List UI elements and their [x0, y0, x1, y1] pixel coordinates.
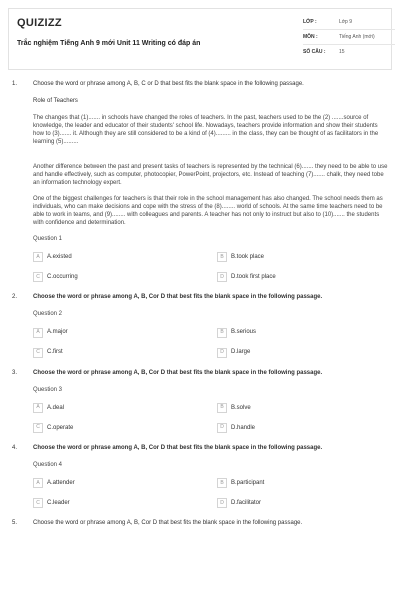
- question-5: [12, 519, 388, 527]
- question-3: [12, 369, 388, 434]
- option-letter: B: [217, 403, 227, 413]
- option-b[interactable]: [217, 402, 400, 414]
- option-letter: B: [217, 252, 227, 262]
- option-c[interactable]: [33, 497, 217, 509]
- passage-title: Role of Teachers: [33, 98, 78, 105]
- option-text: C.first: [47, 349, 63, 356]
- option-text: B.participant: [231, 479, 265, 486]
- option-c[interactable]: [33, 422, 217, 434]
- passage-paragraph: Another difference between the past and present tasks of teachers is represented by the technical (6)....... they need to be able to use and handle effectively, such as computer, photocopier, PowerPoint, projectors, etc. Instead of teaching (7)....... chalk, they need tobe an information technology expert.: [33, 163, 388, 186]
- question-number: 3.: [12, 369, 18, 376]
- answer-options: [33, 402, 388, 434]
- option-b[interactable]: [217, 477, 400, 489]
- questions-list: [12, 80, 388, 536]
- question-label: Question 2: [33, 311, 63, 318]
- meta-value: Tiếng Anh (mới): [339, 33, 375, 40]
- option-letter: C: [33, 348, 43, 358]
- option-letter: C: [33, 423, 43, 433]
- option-d[interactable]: [217, 422, 400, 434]
- option-text: B.solve: [231, 404, 251, 411]
- question-label: Question 4: [33, 461, 63, 468]
- option-a[interactable]: [33, 251, 217, 263]
- answer-options: [33, 251, 388, 283]
- option-c[interactable]: [33, 347, 217, 359]
- option-text: B.took place: [231, 254, 265, 261]
- option-b[interactable]: [217, 327, 400, 339]
- option-d[interactable]: [217, 271, 400, 283]
- option-b[interactable]: [217, 251, 400, 263]
- option-text: B.serious: [231, 329, 257, 336]
- meta-row-class: [303, 15, 395, 30]
- question-4: [12, 444, 388, 509]
- option-letter: C: [33, 272, 43, 282]
- option-text: C.operate: [47, 424, 74, 431]
- meta-label: MÔN :: [303, 33, 318, 40]
- option-text: D.large: [231, 349, 251, 356]
- question-1: [12, 80, 388, 283]
- answer-options: [33, 477, 388, 509]
- question-label: Question 1: [33, 236, 63, 243]
- option-c[interactable]: [33, 271, 217, 283]
- option-d[interactable]: [217, 497, 400, 509]
- meta-label: LỚP :: [303, 18, 317, 25]
- option-text: A.existed: [47, 254, 72, 261]
- option-letter: D: [217, 498, 227, 508]
- option-letter: B: [217, 478, 227, 488]
- passage-paragraph: The changes that (1)....... in schools have changed the roles of teachers. In the past, teachers used to be the (2) .......source of knowledge, the leader and educator of their students' school life. Nowadays, teachers provide information and show their students how to (3)....... it. Although they are still considered to be a kind of (4)......... in the class, they can be thought of as facilitators in the learning (5).........: [33, 115, 379, 146]
- question-instruction: Choose the word or phrase among A, B, Cor D that best fits the blank space in the following passage.: [33, 444, 323, 451]
- option-text: A.major: [47, 329, 68, 336]
- option-letter: D: [217, 423, 227, 433]
- question-2: [12, 293, 388, 358]
- answer-options: [33, 327, 388, 359]
- option-letter: D: [217, 348, 227, 358]
- option-text: C.leader: [47, 499, 70, 506]
- option-letter: B: [217, 328, 227, 338]
- option-text: A.deal: [47, 404, 65, 411]
- option-text: D.facilitator: [231, 499, 262, 506]
- option-a[interactable]: [33, 402, 217, 414]
- meta-row-subject: [303, 30, 395, 45]
- question-instruction: Choose the word or phrase among A, B, Cor D that best fits the blank space in the following passage.: [33, 294, 323, 301]
- meta-label: SỐ CÂU :: [303, 49, 326, 56]
- question-number: 5.: [12, 519, 18, 526]
- question-instruction: Choose the word or phrase among A, B, Cor D that best fits the blank space in the following passage.: [33, 369, 323, 376]
- question-number: 4.: [12, 444, 18, 451]
- option-d[interactable]: [217, 347, 400, 359]
- option-letter: A: [33, 478, 43, 488]
- question-number: 2.: [12, 294, 18, 301]
- question-number: 1.: [12, 81, 18, 87]
- option-text: D.handle: [231, 424, 256, 431]
- quizizz-logo: QUIZIZZ: [17, 17, 62, 29]
- option-text: C.occurring: [47, 274, 78, 281]
- document-title: Trắc nghiệm Tiếng Anh 9 mới Unit 11 Writing có đáp án: [17, 40, 201, 47]
- option-letter: D: [217, 272, 227, 282]
- document-header: [8, 8, 392, 70]
- meta-row-count: [303, 45, 395, 60]
- option-text: D.took first place: [231, 274, 276, 281]
- meta-info: [303, 15, 395, 60]
- option-text: A.attender: [47, 479, 75, 486]
- meta-value: 15: [339, 49, 345, 56]
- question-label: Question 3: [33, 386, 63, 393]
- question-instruction: Choose the word or phrase among A, B, C or D that best fits the blank space in the following passage.: [33, 81, 304, 87]
- option-letter: A: [33, 403, 43, 413]
- question-instruction: Choose the word or phrase among A, B, Cor D that best fits the blank space in the following passage.: [33, 519, 303, 526]
- option-letter: A: [33, 328, 43, 338]
- option-letter: C: [33, 498, 43, 508]
- passage-paragraph: One of the biggest challenges for teachers is that their role in the school management has also changed. The school needs them as individuals, who can make decisions and cope with the stress of the (8)........ world of schools. At the same time teachers need to be able to work in teams, and (9)........ with colleagues and parents. A teacher has not only to instruct but also to (10)....... the students with confidence and determination.: [33, 195, 383, 227]
- option-letter: A: [33, 252, 43, 262]
- meta-value: Lớp 9: [339, 18, 353, 25]
- option-a[interactable]: [33, 477, 217, 489]
- option-a[interactable]: [33, 327, 217, 339]
